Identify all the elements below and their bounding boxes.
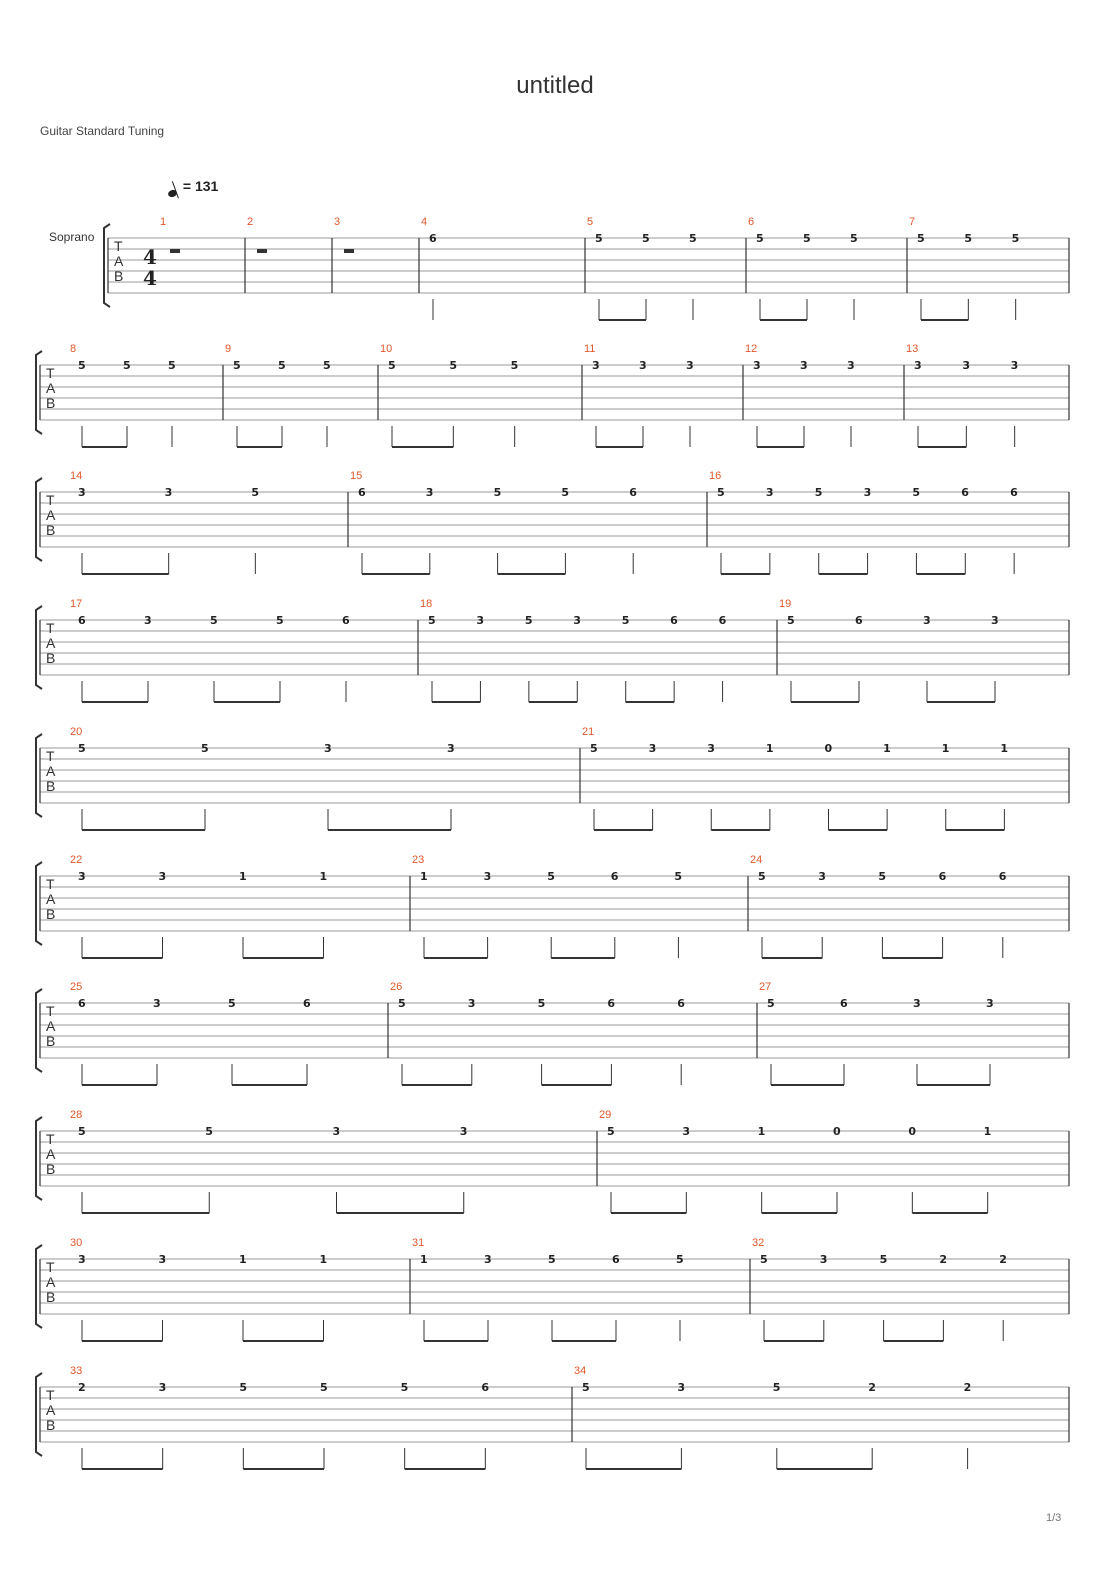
fret-number: 5 bbox=[548, 1253, 556, 1266]
tab-clef-letter: A bbox=[46, 1402, 56, 1418]
fret-number: 1 bbox=[420, 1253, 428, 1266]
fret-number: 3 bbox=[158, 870, 167, 883]
fret-number: 3 bbox=[677, 1381, 686, 1394]
tab-clef-letter: T bbox=[46, 365, 55, 381]
system-bracket bbox=[36, 351, 42, 434]
measure-number: 24 bbox=[750, 854, 763, 866]
measure-number: 16 bbox=[709, 470, 722, 482]
measure-number: 26 bbox=[390, 981, 403, 993]
fret-number: 3 bbox=[153, 997, 161, 1010]
fret-number: 5 bbox=[590, 742, 598, 755]
fret-number: 3 bbox=[686, 359, 694, 372]
fret-number: 6 bbox=[607, 997, 616, 1010]
measure-number: 27 bbox=[759, 981, 772, 993]
fret-number: 1 bbox=[420, 870, 428, 883]
fret-number: 5 bbox=[276, 614, 284, 627]
measure-number: 25 bbox=[70, 981, 83, 993]
fret-number: 5 bbox=[767, 997, 775, 1010]
tempo-value: = 131 bbox=[182, 178, 219, 194]
fret-number: 6 bbox=[855, 614, 863, 627]
measure-number: 1 bbox=[160, 216, 167, 228]
fret-number: 6 bbox=[303, 997, 311, 1010]
fret-number: 6 bbox=[629, 486, 637, 499]
measure-number: 33 bbox=[70, 1365, 83, 1377]
fret-number: 3 bbox=[682, 1125, 690, 1138]
fret-number: 3 bbox=[753, 359, 761, 372]
fret-number: 2 bbox=[939, 1253, 948, 1266]
fret-number: 3 bbox=[863, 486, 872, 499]
fret-number: 5 bbox=[78, 742, 86, 755]
fret-number: 6 bbox=[718, 614, 727, 627]
fret-number: 6 bbox=[610, 870, 619, 883]
fret-number: 3 bbox=[425, 486, 434, 499]
fret-number: 5 bbox=[689, 232, 697, 245]
fret-number: 1 bbox=[757, 1125, 766, 1138]
fret-number: 3 bbox=[78, 870, 86, 883]
fret-number: 5 bbox=[278, 359, 286, 372]
rest-icon bbox=[170, 249, 180, 253]
fret-number: 5 bbox=[210, 614, 218, 627]
system-bracket bbox=[36, 862, 42, 945]
measure-number: 32 bbox=[752, 1237, 765, 1249]
fret-number: 6 bbox=[358, 486, 366, 499]
measure-number: 19 bbox=[779, 598, 792, 610]
fret-number: 6 bbox=[677, 997, 685, 1010]
song-title: untitled bbox=[516, 72, 594, 99]
tab-clef-letter: T bbox=[46, 1003, 55, 1019]
measure-number: 7 bbox=[909, 216, 916, 228]
fret-number: 5 bbox=[510, 359, 519, 372]
tab-clef-letter: B bbox=[46, 522, 56, 538]
fret-number: 3 bbox=[324, 742, 332, 755]
fret-number: 6 bbox=[1010, 486, 1018, 499]
fret-number: 5 bbox=[78, 359, 86, 372]
fret-number: 3 bbox=[476, 614, 485, 627]
fret-number: 5 bbox=[547, 870, 555, 883]
measure-number: 2 bbox=[247, 216, 254, 228]
fret-number: 3 bbox=[592, 359, 600, 372]
fret-number: 3 bbox=[158, 1253, 167, 1266]
fret-number: 3 bbox=[1010, 359, 1019, 372]
fret-number: 6 bbox=[840, 997, 848, 1010]
fret-number: 5 bbox=[449, 359, 457, 372]
fret-number: 6 bbox=[998, 870, 1007, 883]
fret-number: 5 bbox=[239, 1381, 247, 1394]
fret-number: 1 bbox=[983, 1125, 992, 1138]
measure-number: 8 bbox=[70, 343, 77, 355]
measure-number: 3 bbox=[334, 216, 341, 228]
fret-number: 5 bbox=[582, 1381, 590, 1394]
measure-number: 18 bbox=[420, 598, 433, 610]
fret-number: 5 bbox=[803, 232, 811, 245]
measure-number: 17 bbox=[70, 598, 83, 610]
fret-number: 3 bbox=[467, 997, 476, 1010]
fret-number: 5 bbox=[917, 232, 925, 245]
fret-number: 6 bbox=[78, 997, 86, 1010]
fret-number: 3 bbox=[800, 359, 808, 372]
tab-clef-letter: B bbox=[46, 906, 56, 922]
instrument-name: Soprano bbox=[49, 230, 95, 244]
fret-number: 5 bbox=[1011, 232, 1020, 245]
tuning-label: Guitar Standard Tuning bbox=[40, 124, 165, 138]
fret-number: 5 bbox=[964, 232, 972, 245]
measure-number: 20 bbox=[70, 726, 83, 738]
fret-number: 3 bbox=[991, 614, 999, 627]
rest-icon bbox=[344, 249, 354, 253]
system-bracket bbox=[36, 1373, 42, 1456]
measure-number: 15 bbox=[350, 470, 363, 482]
tab-clef-letter: T bbox=[46, 492, 55, 508]
fret-number: 5 bbox=[537, 997, 546, 1010]
tab-clef-letter: A bbox=[46, 1274, 56, 1290]
time-signature-digit: 4 bbox=[143, 245, 157, 269]
fret-number: 3 bbox=[962, 359, 970, 372]
fret-number: 1 bbox=[319, 1253, 328, 1266]
system-bracket bbox=[36, 1117, 42, 1200]
fret-number: 5 bbox=[233, 359, 241, 372]
fret-number: 5 bbox=[756, 232, 764, 245]
fret-number: 3 bbox=[483, 870, 492, 883]
tab-clef-letter: T bbox=[46, 620, 55, 636]
fret-number: 3 bbox=[164, 486, 173, 499]
system-bracket bbox=[36, 989, 42, 1072]
measure-number: 14 bbox=[70, 470, 83, 482]
fret-number: 5 bbox=[850, 232, 858, 245]
measure-number: 4 bbox=[421, 216, 428, 228]
fret-number: 3 bbox=[459, 1125, 468, 1138]
fret-number: 5 bbox=[772, 1381, 781, 1394]
measure-number: 6 bbox=[748, 216, 755, 228]
fret-number: 5 bbox=[912, 486, 921, 499]
fret-number: 1 bbox=[239, 1253, 247, 1266]
fret-number: 3 bbox=[914, 359, 922, 372]
fret-number: 3 bbox=[923, 614, 931, 627]
measure-number: 9 bbox=[225, 343, 232, 355]
fret-number: 2 bbox=[78, 1381, 86, 1394]
fret-number: 0 bbox=[824, 742, 833, 755]
measure-number: 28 bbox=[70, 1109, 83, 1121]
fret-number: 1 bbox=[765, 742, 774, 755]
tab-clef-letter: B bbox=[46, 1161, 56, 1177]
fret-number: 5 bbox=[201, 742, 209, 755]
fret-number: 1 bbox=[941, 742, 950, 755]
fret-number: 5 bbox=[595, 232, 603, 245]
fret-number: 3 bbox=[819, 1253, 828, 1266]
fret-number: 5 bbox=[323, 359, 331, 372]
fret-number: 6 bbox=[342, 614, 350, 627]
tab-clef-letter: A bbox=[46, 380, 56, 396]
measure-number: 21 bbox=[582, 726, 595, 738]
fret-number: 3 bbox=[447, 742, 455, 755]
fret-number: 5 bbox=[717, 486, 725, 499]
fret-number: 5 bbox=[760, 1253, 768, 1266]
fret-number: 3 bbox=[144, 614, 152, 627]
time-signature-digit: 4 bbox=[143, 266, 157, 290]
measure-number: 22 bbox=[70, 854, 83, 866]
fret-number: 5 bbox=[493, 486, 502, 499]
tab-clef-letter: A bbox=[46, 891, 56, 907]
fret-number: 5 bbox=[123, 359, 131, 372]
fret-number: 5 bbox=[787, 614, 795, 627]
fret-number: 6 bbox=[78, 614, 86, 627]
system-bracket bbox=[36, 734, 42, 817]
tab-clef-letter: T bbox=[46, 1259, 55, 1275]
tab-clef-letter: B bbox=[46, 650, 56, 666]
fret-number: 3 bbox=[913, 997, 921, 1010]
measure-number: 23 bbox=[412, 854, 425, 866]
fret-number: 5 bbox=[398, 997, 406, 1010]
fret-number: 5 bbox=[879, 1253, 888, 1266]
fret-number: 6 bbox=[938, 870, 947, 883]
tab-clef-letter: T bbox=[46, 748, 55, 764]
fret-number: 5 bbox=[168, 359, 176, 372]
system-bracket bbox=[104, 224, 110, 307]
measure-number: 30 bbox=[70, 1237, 83, 1249]
tab-clef-letter: A bbox=[46, 1146, 56, 1162]
rest-icon bbox=[257, 249, 267, 253]
fret-number: 5 bbox=[400, 1381, 409, 1394]
fret-number: 3 bbox=[573, 614, 581, 627]
fret-number: 3 bbox=[648, 742, 657, 755]
fret-number: 5 bbox=[674, 870, 683, 883]
system-bracket bbox=[36, 606, 42, 689]
tab-clef-letter: T bbox=[46, 1387, 55, 1403]
fret-number: 5 bbox=[758, 870, 766, 883]
measure-number: 31 bbox=[412, 1237, 425, 1249]
fret-number: 3 bbox=[986, 997, 994, 1010]
fret-number: 5 bbox=[524, 614, 533, 627]
fret-number: 3 bbox=[78, 486, 86, 499]
fret-number: 1 bbox=[319, 870, 328, 883]
fret-number: 3 bbox=[78, 1253, 86, 1266]
tab-clef-letter: B bbox=[46, 1289, 56, 1305]
fret-number: 5 bbox=[676, 1253, 684, 1266]
system-bracket bbox=[36, 478, 42, 561]
fret-number: 5 bbox=[621, 614, 630, 627]
measure-number: 5 bbox=[587, 216, 594, 228]
tab-clef-letter: B bbox=[46, 1417, 56, 1433]
fret-number: 5 bbox=[428, 614, 436, 627]
tab-clef-letter: T bbox=[46, 876, 55, 892]
fret-number: 3 bbox=[639, 359, 647, 372]
fret-number: 5 bbox=[205, 1125, 213, 1138]
tab-clef-letter: B bbox=[46, 395, 56, 411]
tab-clef-letter: T bbox=[114, 238, 123, 254]
fret-number: 5 bbox=[320, 1381, 328, 1394]
tab-clef-letter: B bbox=[46, 778, 56, 794]
fret-number: 3 bbox=[707, 742, 715, 755]
fret-number: 5 bbox=[561, 486, 570, 499]
measure-number: 11 bbox=[584, 343, 596, 355]
fret-number: 2 bbox=[999, 1253, 1007, 1266]
fret-number: 1 bbox=[239, 870, 247, 883]
tab-clef-letter: A bbox=[46, 507, 56, 523]
tab-clef-letter: A bbox=[46, 763, 56, 779]
fret-number: 5 bbox=[251, 486, 259, 499]
fret-number: 6 bbox=[612, 1253, 620, 1266]
fret-number: 5 bbox=[78, 1125, 86, 1138]
fret-number: 5 bbox=[228, 997, 236, 1010]
page-number: 1/3 bbox=[1046, 1512, 1062, 1524]
tab-clef-letter: B bbox=[114, 268, 124, 284]
tab-clef-letter: A bbox=[46, 1018, 56, 1034]
fret-number: 5 bbox=[388, 359, 396, 372]
fret-number: 3 bbox=[765, 486, 774, 499]
fret-number: 3 bbox=[332, 1125, 341, 1138]
fret-number: 3 bbox=[484, 1253, 492, 1266]
measure-number: 13 bbox=[906, 343, 919, 355]
fret-number: 5 bbox=[814, 486, 823, 499]
fret-number: 3 bbox=[818, 870, 826, 883]
tab-clef-letter: B bbox=[46, 1033, 56, 1049]
fret-number: 6 bbox=[670, 614, 678, 627]
tab-clef-letter: A bbox=[114, 253, 124, 269]
fret-number: 2 bbox=[868, 1381, 876, 1394]
fret-number: 3 bbox=[158, 1381, 167, 1394]
fret-number: 5 bbox=[878, 870, 887, 883]
fret-number: 2 bbox=[963, 1381, 972, 1394]
fret-number: 1 bbox=[1000, 742, 1009, 755]
fret-number: 6 bbox=[481, 1381, 489, 1394]
fret-number: 3 bbox=[847, 359, 855, 372]
fret-number: 0 bbox=[833, 1125, 841, 1138]
fret-number: 0 bbox=[908, 1125, 916, 1138]
system-bracket bbox=[36, 1245, 42, 1328]
measure-number: 12 bbox=[745, 343, 758, 355]
fret-number: 1 bbox=[883, 742, 891, 755]
fret-number: 5 bbox=[642, 232, 650, 245]
measure-number: 10 bbox=[380, 343, 393, 355]
fret-number: 5 bbox=[607, 1125, 615, 1138]
fret-number: 6 bbox=[429, 232, 437, 245]
tab-clef-letter: A bbox=[46, 635, 56, 651]
tab-clef-letter: T bbox=[46, 1131, 55, 1147]
fret-number: 6 bbox=[961, 486, 969, 499]
measure-number: 29 bbox=[599, 1109, 612, 1121]
measure-number: 34 bbox=[574, 1365, 587, 1377]
